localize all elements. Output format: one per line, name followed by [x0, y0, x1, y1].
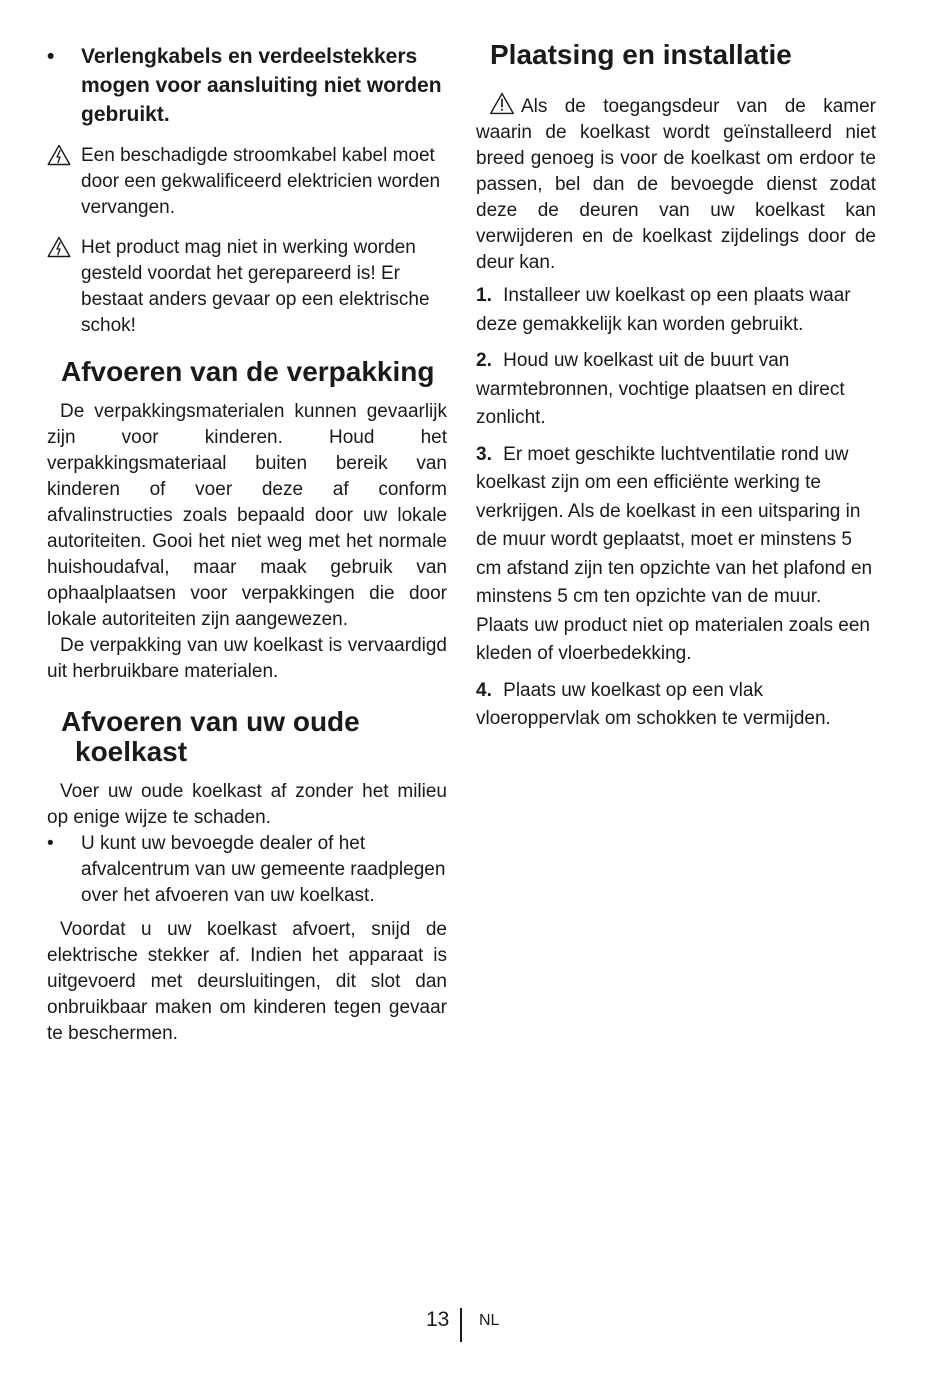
step-text: Er moet geschikte luchtventilatie rond uw koelkast zijn om een efficiënte werking te verkrijgen. Als de koelkast in een uitsparing in de muur wordt geplaatst, moet er minstens 5 cm afstand zijn ten opzichte van het plafond en minstens 5 cm ten opzichte van de muur. Plaats uw product niet op materialen zoals een kleden of vloerbedekking. — [476, 443, 873, 664]
step-number: 2. — [476, 350, 492, 371]
warning-text: Het product mag niet in werking worden gesteld voordat het gerepareerd is! Er bestaat anders gevaar op een elektrische schok! — [81, 237, 430, 336]
page-number: 13 — [426, 1308, 450, 1331]
warning-triangle-icon — [47, 144, 71, 166]
language-code: NL — [479, 1312, 500, 1329]
warning-not-in-operation — [47, 235, 447, 339]
footer-divider — [460, 1308, 462, 1342]
step-text: Installeer uw koelkast op een plaats waar deze gemakkelijk kan worden gebruikt. — [476, 285, 851, 335]
step-number: 4. — [476, 679, 492, 701]
section-title-packaging: Afvoeren van de verpakking — [61, 356, 435, 387]
step-number: 3. — [476, 443, 492, 465]
old-fridge-paragraph-1: Voer uw oude koelkast af zonder het milieu op enige wijze te schaden. — [47, 781, 447, 828]
installation-step-3 — [476, 441, 876, 669]
bullet-icon: • — [47, 45, 55, 68]
bullet-icon: • — [47, 833, 54, 854]
packaging-paragraph-2: De verpakking van uw koelkast is vervaardigd uit herbruikbare materialen. — [47, 635, 447, 682]
warning-triangle-icon — [489, 92, 515, 115]
step-text: Plaats uw koelkast op een vlak vloeroppervlak om schokken te vermijden. — [476, 679, 831, 729]
old-fridge-bullet — [47, 831, 447, 909]
left-column — [47, 40, 447, 1047]
old-fridge-paragraph-2: Voordat u uw koelkast afvoert, snijd de elektrische stekker af. Indien het apparaat is uitgevoerd met deursluitingen, dit slot dan onbruikbaar maken om kinderen tegen gevaar te beschermen. — [47, 919, 447, 1044]
installation-step-2 — [476, 347, 876, 433]
warning-damaged-cable — [47, 143, 447, 221]
section-title-old-fridge: Afvoeren van uw oude koelkast — [61, 706, 360, 767]
bullet-text: U kunt uw bevoegde dealer of het afvalcentrum van uw gemeente raadplegen over het afvoeren van uw koelkast. — [81, 833, 446, 906]
warning-triangle-icon — [47, 236, 71, 258]
packaging-paragraph-1: De verpakkingsmaterialen kunnen gevaarlijk zijn voor kinderen. Houd het verpakkingsmateriaal buiten bereik van kinderen of voer deze af conform afvalinstructies zoals bepaald door uw lokale autoriteiten. Gooi het niet weg met het normale huishoudafval, maar maak gebruik van ophaalplaatsen voor verpakkingen die door lokale autoriteiten zijn aangewezen. — [47, 401, 447, 630]
bullet-item-extension-cables — [47, 42, 447, 129]
warning-text: Een beschadigde stroomkabel kabel moet door een gekwalificeerd elektricien worden vervangen. — [81, 145, 441, 218]
page-footer — [0, 1304, 950, 1344]
installation-step-4 — [476, 677, 876, 734]
right-column — [476, 40, 876, 742]
installation-warning — [476, 92, 876, 276]
section-title-installation: Plaatsing en installatie — [490, 39, 792, 70]
bullet-text: Verlengkabels en verdeelstekkers mogen voor aansluiting niet worden gebruikt. — [81, 45, 442, 126]
installation-step-1 — [476, 282, 876, 339]
installation-warning-text: Als de toegangsdeur van de kamer waarin de koelkast wordt geïnstalleerd niet breed genoeg is voor de koelkast om erdoor te passen, bel dan de bevoegde dienst zodat deze de deuren van uw koelkast kan verwijderen en de koelkast zijdelings door de deur kan. — [476, 96, 876, 273]
step-text: Houd uw koelkast uit de buurt van warmtebronnen, vochtige plaatsen en direct zonlicht. — [476, 350, 845, 428]
step-number: 1. — [476, 285, 492, 306]
